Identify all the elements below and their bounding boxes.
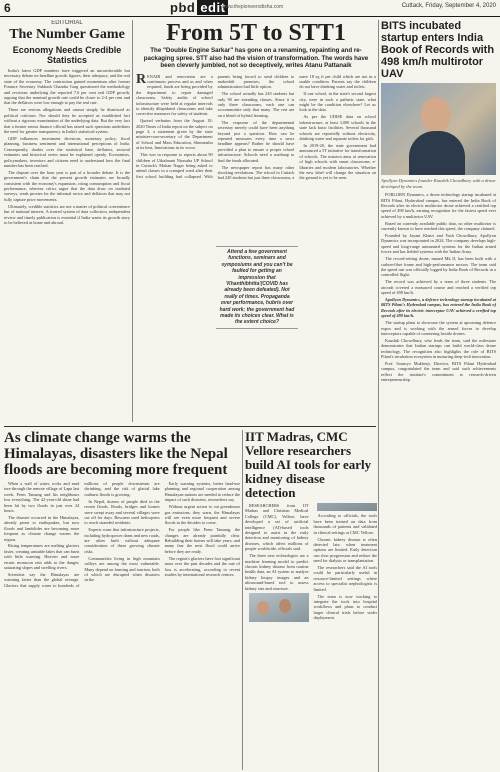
paragraph: FORLORN Dynamics, a drone technology startup incubated at BITS Pilani, Hyderabad campus, has entered the India Book of Records after its electric multirotor drone achieved a certified top speed of 498 km/h, earning recognition for the fastest speed ever achieved by a multirotor UAV. bbox=[381, 192, 496, 219]
page-number: 6 bbox=[4, 1, 11, 15]
right-story bbox=[381, 20, 496, 772]
paragraph: The response of the departmental secretary merely could have been anything beyond just a question. How can he repeated measures every time a news headline appears? Rather he should have provided a plan to ensure a proper school infrastructure. Schools need a roadmap to find the funds allocated. bbox=[217, 119, 295, 163]
masthead-text: pbd bbox=[170, 0, 196, 15]
paragraph: The team is now working to integrate the tools into hospital workflows and plans to conduct larger clinical trials before wider deployment. bbox=[313, 593, 377, 621]
paragraph: Without urgent action to cut greenhouse gas emissions, they warn, the Himalayas will see even more frequent and severe floods in the decades to come. bbox=[164, 504, 240, 526]
photo-torso bbox=[409, 131, 465, 175]
bottom-left-story-title: As climate change warms the Himalayas, disasters like the Nepal floods are becoming more frequent bbox=[4, 430, 228, 478]
center-story-title: From 5T to STT1 bbox=[166, 20, 346, 46]
bottom-center-story-body bbox=[245, 503, 377, 622]
paragraph: According to officials, the tools have been trained on data from thousands of patients and validated in clinical settings at CMC Vellore. bbox=[313, 513, 377, 535]
paragraph: The disaster occurred in the Himalayas, already prone to earthquakes, but now floods and landslides are becoming more frequent as climate change warms the region. bbox=[4, 514, 80, 542]
paragraph: As per the UDISE data on school infrastructure, at least 3,000 schools in the state lack basic facilities. Several thousand schools are reportedly without electricity, drinking water and separate toilets for girls. bbox=[299, 114, 376, 141]
paragraph: Based on currently available public data, no other multirotor is currently known to have reached this speed, the company claimed. bbox=[381, 220, 496, 232]
editorial-body bbox=[4, 68, 130, 225]
paragraph: The researchers said the AI tools could be particularly useful in resource-limited settings where access to specialist nephrologists is limited. bbox=[313, 565, 377, 592]
paragraph: RESEARCHERS from IIT Madras and Christian Medical College (CMC), Vellore, have developed a set of artificial intelligence (AI)-based tools designed to assist in the early detection and monitoring of kidney diseases, which affect millions of people worldwide, officials said. bbox=[245, 503, 309, 552]
paragraph: Founded by Jayant Khatri and Yash Chowdhury, Apollyon Dynamics was incorporated in 2024. The company develops high-speed and long-range unmanned systems for the Indian armed forces and has fielded systems with the Indian Army. bbox=[381, 233, 496, 255]
paragraph: When a wall of water, rocks and mud tore through the remote village of Lapa last week, Prem Tamang and his neighbours lost everything. The 42-year-old shine had been hit by two floods in just over 24 hours. bbox=[4, 481, 80, 514]
paragraph: Communities living in high mountain valleys are among the most vulnerable. Many depend on farming and tourism, both of which are disrupted when disasters strike. bbox=[84, 555, 160, 583]
editorial-column bbox=[4, 20, 130, 422]
photo-face bbox=[279, 599, 291, 613]
paragraph: Experts warn that infrastructure projects, including hydropower dams and new roads, are often built without adequate consideration of these growing climate risks. bbox=[84, 527, 160, 554]
editorial-subhead: Economy Needs Credible Statistics bbox=[12, 45, 122, 65]
paragraph: The region's glaciers have lost significant mass over the past decades and the rate of loss is accelerating, according to recent studies by international research centres. bbox=[164, 555, 240, 577]
paragraph: Chronic kidney disease is often detected late, when treatment options are limited. Early detection can slow progression and reduce the need for dialysis or transplantation. bbox=[313, 536, 377, 564]
photo-face bbox=[421, 97, 451, 133]
paragraph: These are serious allegations and cannot simply be dismissed as political criticism. Nor should they be accepted as established fact without a rigorous examination of the underlying data. But the very fact that a former senior finance official has raised such questions underlines the need for greater transparency in India's statistical system. bbox=[4, 107, 130, 134]
paragraph: Quoted verbatim from the August 18, 2020 Times of India report on the subject on page 3, a statement given by the state minister-cum-secretary of the Department of School and Mass Education, Shimanshu at its best, Innovations in its worst. bbox=[136, 118, 213, 151]
highlight-paragraph: Apollyon Dynamics, a defence technology startup incubated at BITS Pilani's Hyderabad campus, has entered the India Book of Records after its electric interceptor UAV achieved a verified top speed of 498 km/h. bbox=[381, 297, 496, 319]
paragraph: Prof. Soumyo Mukherji, Director, BITS Pilani Hyderabad campus, congratulated the team and said such achievements reflect the institute's commitment to research-driven entrepreneurship. bbox=[381, 360, 496, 383]
center-story bbox=[136, 20, 376, 422]
paragraph: The startup plans to showcase the system at upcoming defence expos and is working with the armed forces to develop interceptors capable of countering hostile drones. bbox=[381, 320, 496, 336]
paragraph: In Nepal, dozens of people died in the recent floods. Roads, bridges and homes were swept away and several villages were cut off for days. Rescuers used helicopters to reach stranded residents. bbox=[84, 498, 160, 526]
column-divider bbox=[242, 430, 243, 770]
masthead-suffix: edit bbox=[197, 0, 228, 15]
paragraph: The school actually has 220 students but only 90 are attending classes. Since it is only three classrooms, each one can accommodate only that many. The rest are on a blend of hybrid learning. bbox=[217, 91, 295, 118]
right-story-title: BITS incubated startup enters India Book of Records with 498 km/h multirotor UAV bbox=[381, 20, 495, 80]
page-header bbox=[0, 0, 500, 17]
dateline: Cuttack, Friday, September 4, 2020 bbox=[401, 3, 496, 9]
website: www.thepioneerodisha.com bbox=[222, 4, 284, 10]
paragraph: India's latest GDP numbers have triggered an uncomfortable but necessary debate on headline growth figures, their adequacy, and the real state of the economy. The contraction gained momentum after former Finance Secretary Subhash Chandra Garg questioned the methodology and revisions underlying the reported 7.6 per cent real GDP growth, arguing that the nominal growth rate could be closer to 2-4 per cent and that the deflators were low enough to pay the real rate. bbox=[4, 68, 130, 106]
paragraph: Rising temperatures are melting glaciers faster, creating unstable lakes that can burst with little warning. Heavier and more erratic monsoon rain adds to the danger, saturating slopes and swelling rivers. bbox=[4, 543, 80, 571]
paragraph: The record-setting drone, named Mk II, has been built with a carbon-fibre frame and high-performance motors. The team said the speed run was officially logged by India Book of Records in a controlled flight. bbox=[381, 256, 496, 278]
dropcap: R bbox=[136, 71, 147, 87]
paragraph: GDP influences investment decisions, monetary policy, fiscal planning, business sentiment and international perceptions of India. Consequently, doubts over the statistical base, deflators, sectoral estimates and historical series must be explained openly. Economists, policymakers, investors and citizens need to understand how the final number has been reached. bbox=[4, 135, 130, 168]
editorial-kicker: EDITORIAL bbox=[51, 20, 83, 26]
masthead-logo bbox=[170, 0, 228, 15]
paragraph: Kaushik Chowdhury, who leads the team, said the milestone demonstrates that Indian startups can build world-class drone technology. The recognition also highlights the role of BITS Pilani's incubation ecosystem in nurturing deep-tech innovation. bbox=[381, 337, 496, 360]
center-story-subtitle: The "Double Engine Sarkar" has gone on a renaming, repainting and re-packaging spree. STT also had the vision of transformation. The words have been cleverly jumbled, not so deceptively, writes Atanu Pattanaik bbox=[143, 47, 369, 69]
bottom-center-story-title: IIT Madras, CMC Vellore researchers build AI tools for early kidney disease detection bbox=[245, 430, 372, 500]
section-divider bbox=[4, 426, 376, 427]
bottom-left-story-body bbox=[4, 481, 240, 588]
bottom-center-story bbox=[245, 430, 377, 770]
paragraph: The record was achieved by a team of three students. The aircraft covered a measured course and reached a verified top speed of 498 km/h. bbox=[381, 279, 496, 296]
paragraph: The three new technologies are a machine learning model to predict chronic kidney disease from routine health data, an AI system to analyse kidney biopsy images and an ultrasound-based tool to assess kidney size and structure. bbox=[245, 553, 309, 591]
paragraph: The dispute over the base year is part of a broader debate. It is the government's claim that the present growth estimates are broadly consistent with the economy's expansion, rising consumption and fiscal performance, whereas critics argue that the data draw on outdated surveys, weak proxies for the informal sector and deflators that may not fully capture price movements. bbox=[4, 169, 130, 202]
paragraph: In 2019-20, the state government had announced a 5T initiative for transformation of schools. The mission aims at renovation of high schools with smart classrooms, e-libraries and modern laboratories. Whether the new label will change the situation on the ground is yet to be seen. bbox=[299, 142, 376, 181]
paragraph: Ultimately, credible statistics are not a matter of political convenience but of national interest. A trusted system of data collection, independent review and timely publication is essential if India wants its growth story to be believed at home and abroad. bbox=[4, 203, 130, 225]
pull-quote: Attend a few government functions, seminars and symposiums and you can't be faulted for getting an impression that 'Khanthibhitta'(COVID has already been defeated). Not really of times. Propaganda over performance, hubris over hard work; the government had made its choices clear. What is the extent choice? bbox=[216, 246, 298, 329]
founder-photo bbox=[381, 83, 496, 175]
column-divider bbox=[378, 20, 379, 772]
paragraph: If one school, in the state's second largest city, were in such a pathetic state, what might be the condition elsewhere? Let us look at the data. bbox=[299, 91, 376, 113]
paragraph: This was in response to reports about 90 children of Utkalmani Nirasaba UP School in Cuttack's Mohan Nagar being asked to attend classes in a cramped ward after their first school building had collapsed. With parents being forced to send children to makeshift premises, the school administration had little option. bbox=[136, 73, 295, 179]
paragraph: Early warning systems, better land-use planning and regional cooperation among Himalayan nations are needed to reduce the impact of such disasters, researchers say. bbox=[164, 481, 240, 503]
paragraph: Scientists say the Himalayas are warming faster than the global average. Glaciers that supply water to hundreds of millions of people downstream are shrinking, and the risk of glacial lake outburst floods is growing. bbox=[4, 481, 160, 588]
paragraph: ENAIR and renovation are a continuous process and as and when required, funds are being provided by the department to repair damaged classrooms. Safety audits of school infrastructure were held at regular intervals to identify dilapidated classrooms and take corrective measures for safety of students. bbox=[136, 73, 213, 117]
column-divider bbox=[132, 20, 133, 422]
bottom-left-story bbox=[4, 430, 240, 770]
right-story-body bbox=[381, 192, 496, 384]
editorial-title: The Number Game bbox=[9, 27, 125, 42]
paragraph: For people like Prem Tamang, the changes are already painfully clear. Rebuilding their homes will take years, and many fear the next flood could arrive before they are ready. bbox=[164, 527, 240, 554]
paragraph: The newspaper report has many other shocking revelations. The school in Cuttack had 220 students but just three classrooms, a mere 18 sq ft per child which are not in a usable condition. Parents say the children do not have drinking water and toilets. bbox=[217, 73, 376, 181]
photo-face bbox=[257, 601, 269, 615]
photo-caption: Apollyon Dynamics founder Kaushik Chowdhury with a drone developed by the team. bbox=[381, 178, 496, 189]
